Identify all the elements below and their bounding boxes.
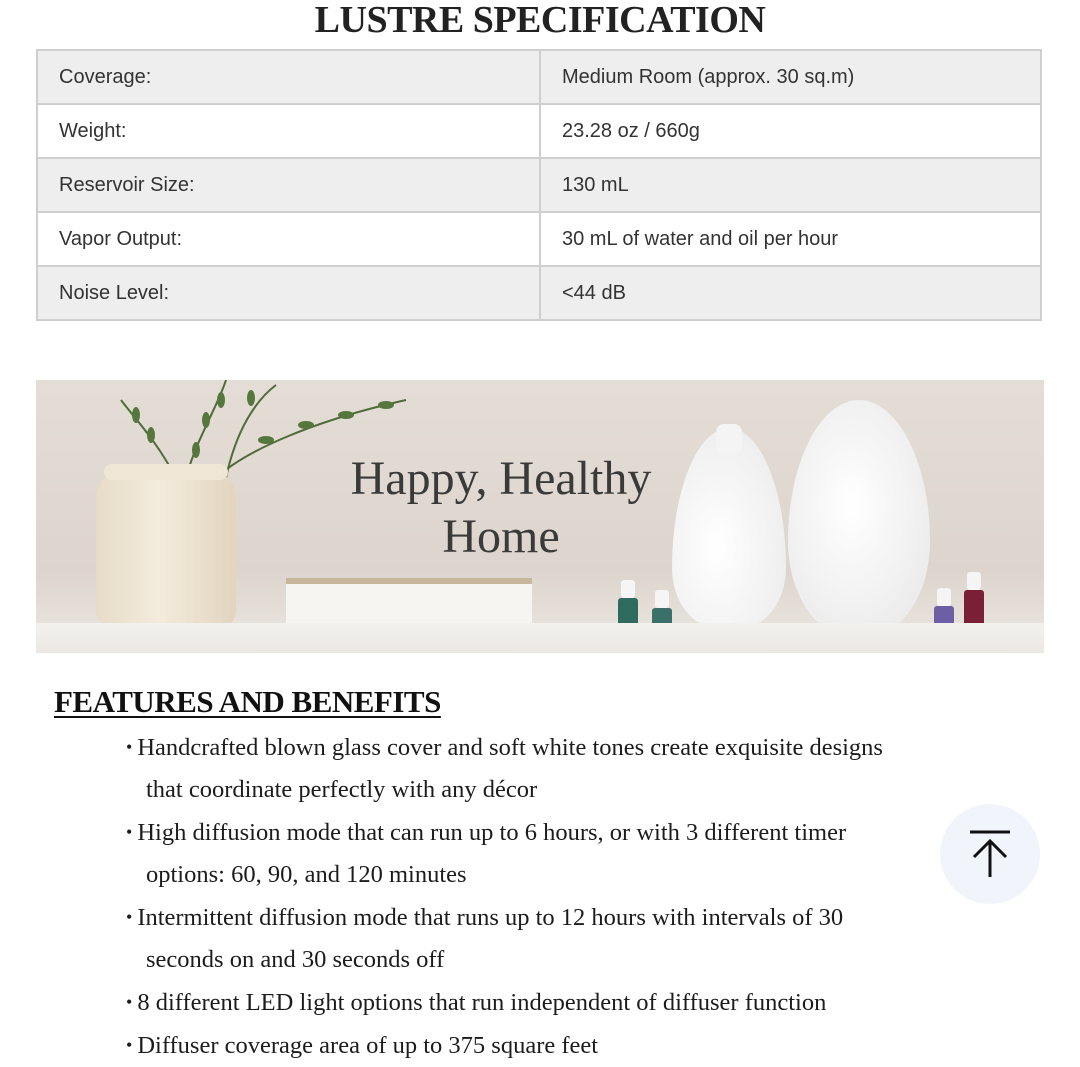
benefit-text: Handcrafted blown glass cover and soft white tones create exquisite designs (137, 734, 883, 761)
banner-headline (296, 450, 706, 566)
shelf (36, 623, 1044, 653)
table-row (37, 212, 1041, 266)
benefit-text: 8 different LED light options that run independent of diffuser function (137, 989, 827, 1016)
scroll-to-top-button[interactable] (940, 804, 1040, 904)
benefit-text-cont: seconds on and 30 seconds off (146, 946, 445, 973)
spec-value: <44 dB (540, 266, 1041, 320)
benefit-text-cont: options: 60, 90, and 120 minutes (146, 861, 467, 888)
bullet-icon: • (126, 737, 133, 757)
banner-line-2: Home (442, 510, 560, 563)
spec-label: Weight: (37, 104, 540, 158)
banner-line-1: Happy, Healthy (350, 452, 652, 505)
hero-banner-image (36, 380, 1044, 653)
table-row (37, 50, 1041, 104)
bullet-icon: • (126, 992, 133, 1012)
spec-value: 130 mL (540, 158, 1041, 212)
page-title: LUSTRE SPECIFICATION (314, 0, 766, 41)
list-item (124, 726, 984, 811)
bullet-icon: • (126, 907, 133, 927)
spec-label: Vapor Output: (37, 212, 540, 266)
table-row (37, 266, 1041, 320)
spec-value: Medium Room (approx. 30 sq.m) (540, 50, 1041, 104)
bullet-icon: • (126, 822, 133, 842)
table-row (37, 158, 1041, 212)
list-item (124, 981, 984, 1024)
list-item (124, 1024, 984, 1067)
list-item (124, 811, 984, 896)
benefit-text: Intermittent diffusion mode that runs up to 12 hours with intervals of 30 (137, 904, 844, 931)
spec-label: Coverage: (37, 50, 540, 104)
bullet-icon: • (126, 1035, 133, 1055)
benefit-text: Diffuser coverage area of up to 375 square feet (137, 1032, 599, 1059)
benefit-text-cont: that coordinate perfectly with any décor (146, 776, 538, 803)
arrow-up-to-top-icon (968, 829, 1012, 879)
table-row (37, 104, 1041, 158)
spec-value: 30 mL of water and oil per hour (540, 212, 1041, 266)
benefit-text: High diffusion mode that can run up to 6 hours, or with 3 different timer (137, 819, 847, 846)
spec-value: 23.28 oz / 660g (540, 104, 1041, 158)
list-item (124, 896, 984, 981)
spec-label: Reservoir Size: (37, 158, 540, 212)
spec-label: Noise Level: (37, 266, 540, 320)
spec-table (36, 49, 1042, 321)
features-heading: FEATURES AND BENEFITS (54, 684, 441, 719)
benefits-list (124, 726, 984, 1067)
ceramic-vase (96, 470, 236, 630)
diffuser-large (788, 400, 930, 636)
